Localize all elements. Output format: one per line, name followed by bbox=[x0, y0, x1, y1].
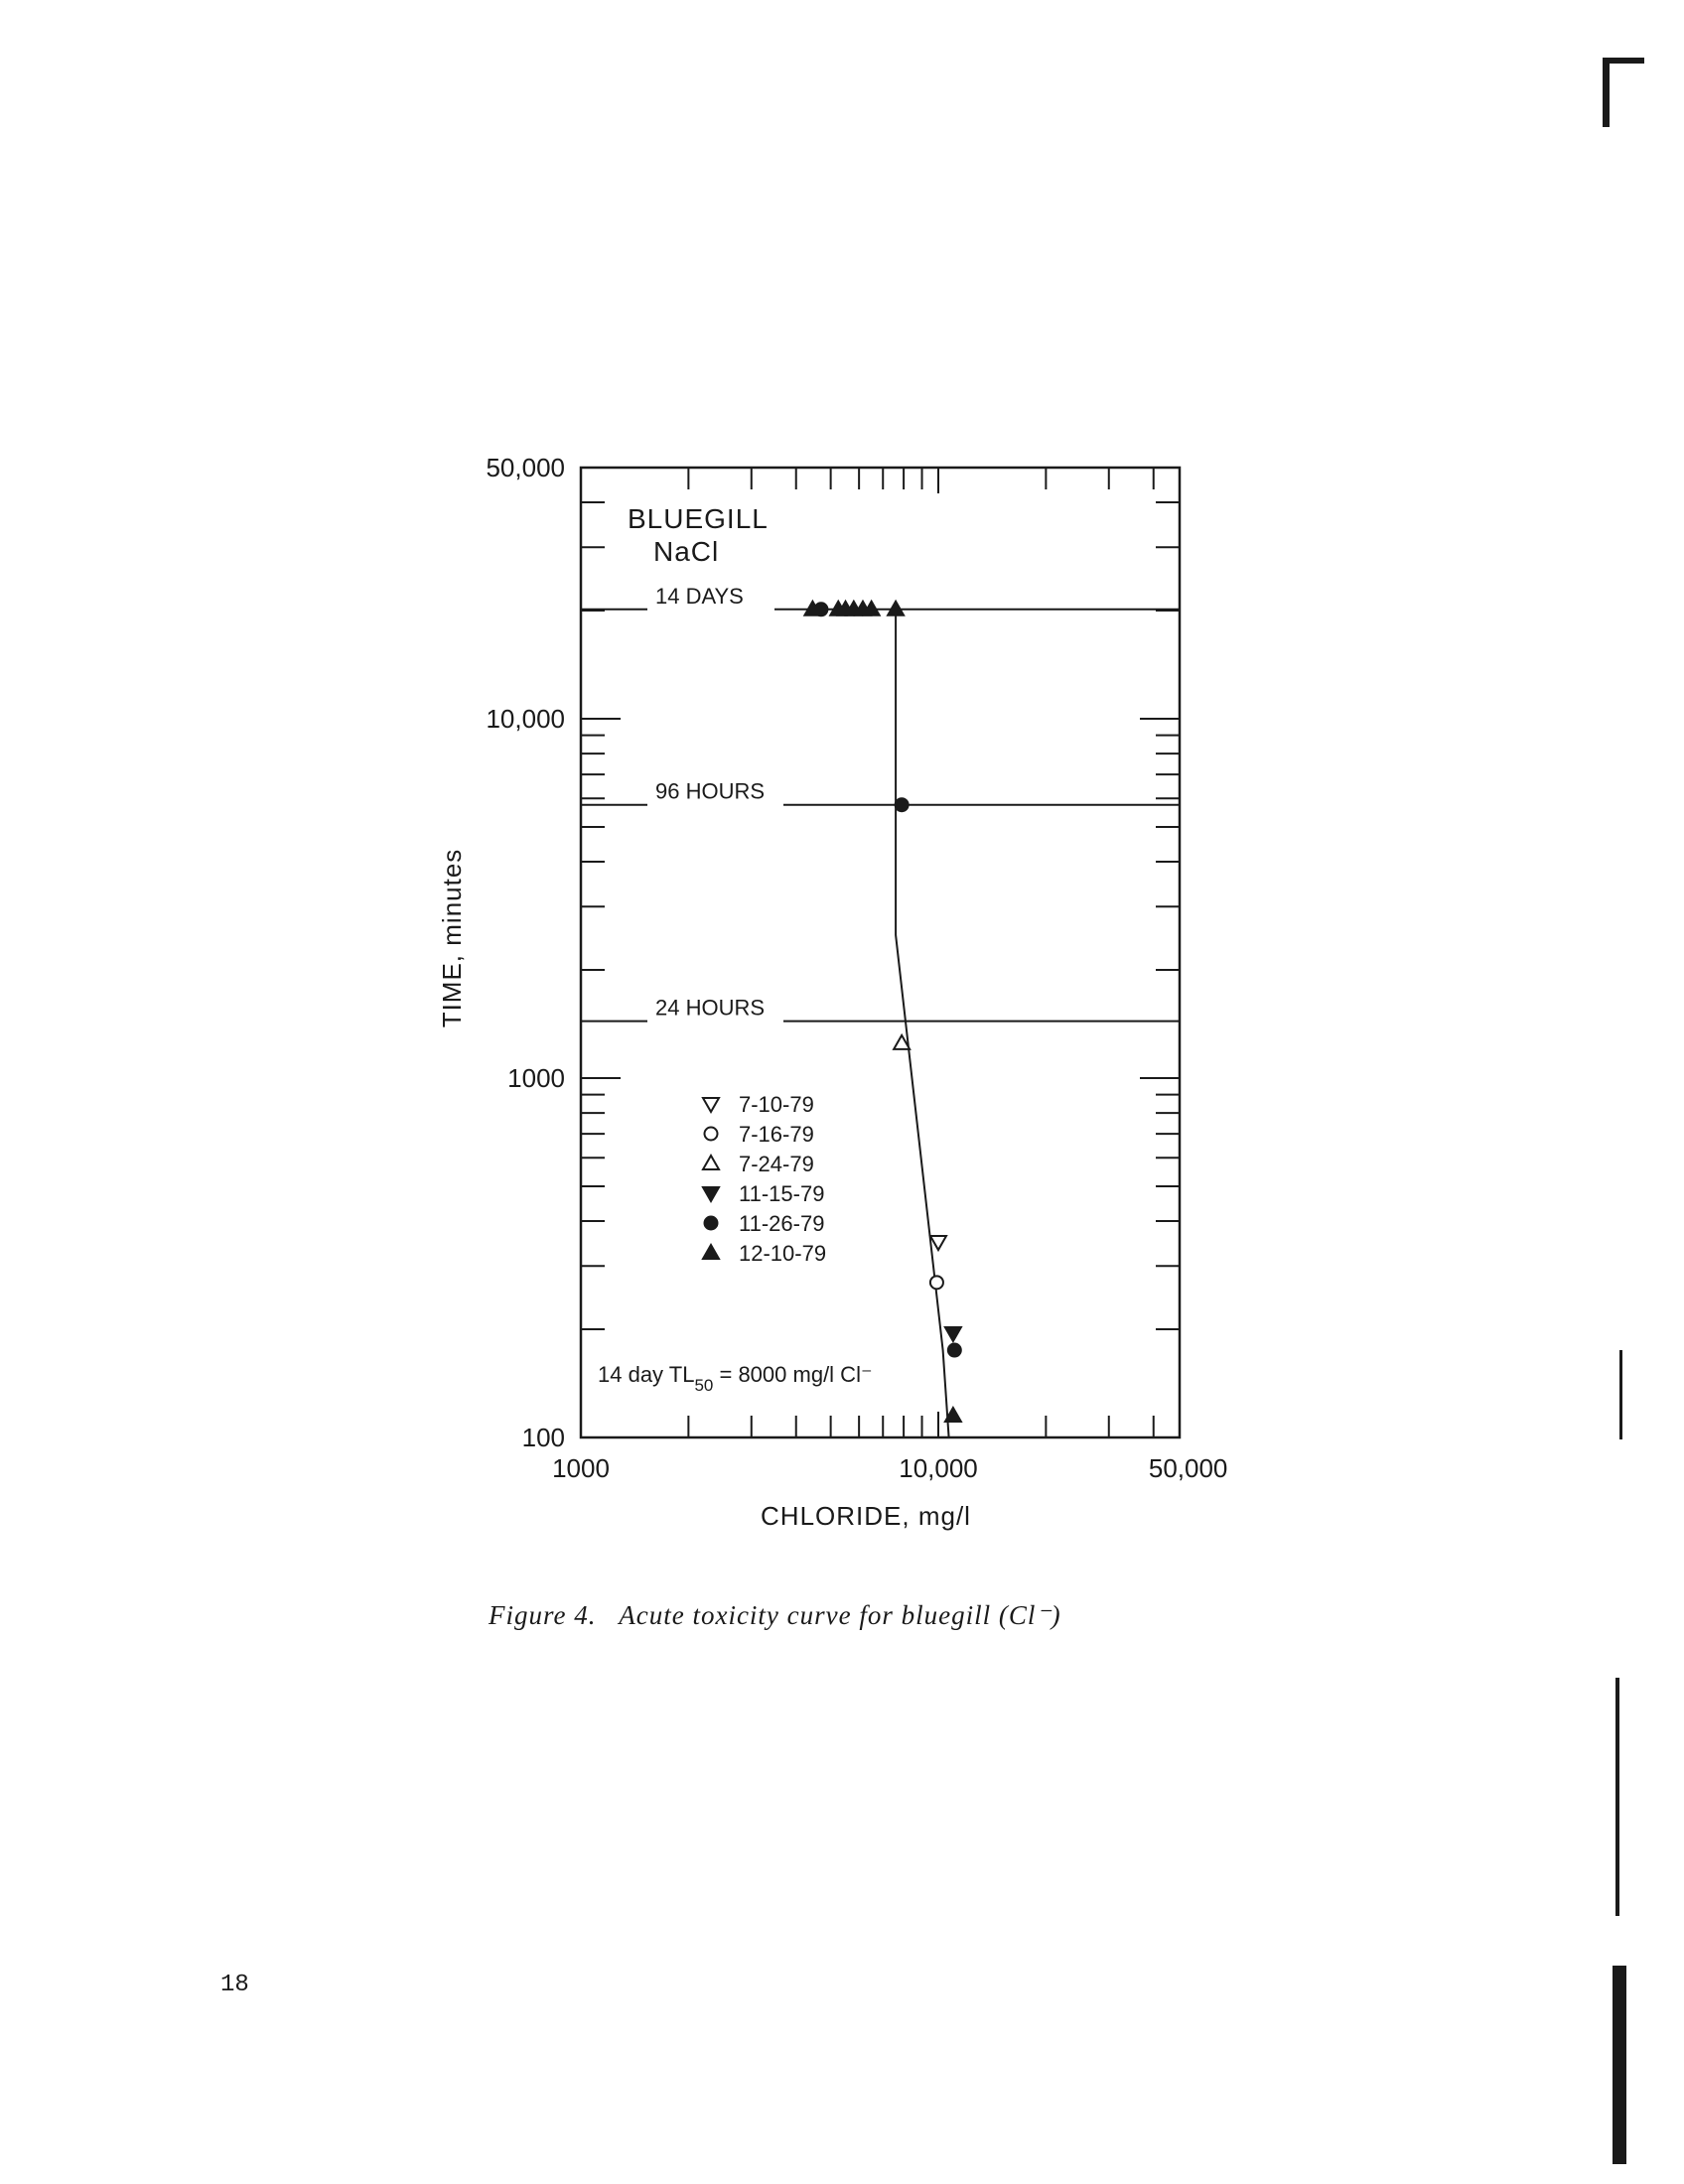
reference-line-label: 14 DAYS bbox=[655, 583, 744, 609]
figure-caption: Figure 4. Acute toxicity curve for bluegill (Cl⁻) bbox=[489, 1600, 1061, 1630]
reference-line-label: 96 HOURS bbox=[655, 778, 766, 804]
data-point bbox=[948, 1344, 961, 1357]
y-tick-label: 1000 bbox=[507, 1063, 565, 1093]
x-tick-label: 10,000 bbox=[899, 1453, 978, 1483]
species-label: BLUEGILL bbox=[628, 503, 769, 534]
fitted-curve bbox=[896, 610, 949, 1437]
data-point bbox=[896, 798, 909, 811]
scan-edge-mark bbox=[1615, 1678, 1619, 1916]
x-axis-title: CHLORIDE, mg/l bbox=[761, 1501, 971, 1531]
tl50-subscript: 50 bbox=[694, 1376, 714, 1395]
legend-marker bbox=[703, 1098, 719, 1112]
chart-axes bbox=[581, 468, 1180, 1437]
y-tick-label: 10,000 bbox=[486, 704, 565, 734]
page-number: 18 bbox=[220, 1972, 249, 1998]
data-point bbox=[945, 1327, 961, 1341]
y-tick-label: 100 bbox=[521, 1423, 565, 1452]
compound-label: NaCl bbox=[653, 536, 720, 567]
legend-marker bbox=[703, 1187, 719, 1201]
legend-label: 12-10-79 bbox=[739, 1241, 827, 1266]
scan-edge-mark bbox=[1619, 1350, 1622, 1439]
scan-edge-mark bbox=[1613, 1966, 1626, 2164]
scan-edge-mark bbox=[1603, 58, 1610, 127]
legend-label: 7-10-79 bbox=[739, 1092, 814, 1117]
legend-marker bbox=[705, 1128, 718, 1141]
scan-edge-mark bbox=[1603, 58, 1644, 64]
data-point bbox=[930, 1236, 946, 1250]
legend-label: 11-26-79 bbox=[739, 1211, 825, 1236]
legend-marker bbox=[703, 1245, 719, 1259]
tl50-suffix: = 8000 mg/l Cl⁻ bbox=[713, 1362, 873, 1387]
x-tick-label: 50,000 bbox=[1148, 1453, 1228, 1483]
reference-line-label: 24 HOURS bbox=[655, 995, 766, 1021]
legend-label: 11-15-79 bbox=[739, 1181, 825, 1206]
plot-frame bbox=[581, 468, 1180, 1437]
x-tick-label: 1000 bbox=[552, 1453, 610, 1483]
legend-label: 7-16-79 bbox=[739, 1122, 814, 1147]
legend bbox=[703, 1092, 826, 1266]
y-axis-title: TIME, minutes bbox=[437, 848, 467, 1028]
legend-marker bbox=[703, 1156, 719, 1169]
legend-label: 7-24-79 bbox=[739, 1152, 814, 1176]
toxicity-curve bbox=[896, 610, 949, 1437]
tl50-annotation bbox=[598, 1362, 873, 1395]
chart-grid bbox=[581, 584, 1180, 1022]
data-point bbox=[930, 1276, 943, 1289]
tl50-prefix: 14 day TL bbox=[598, 1362, 695, 1387]
legend-marker bbox=[705, 1217, 718, 1230]
y-tick-label: 50,000 bbox=[486, 452, 565, 482]
